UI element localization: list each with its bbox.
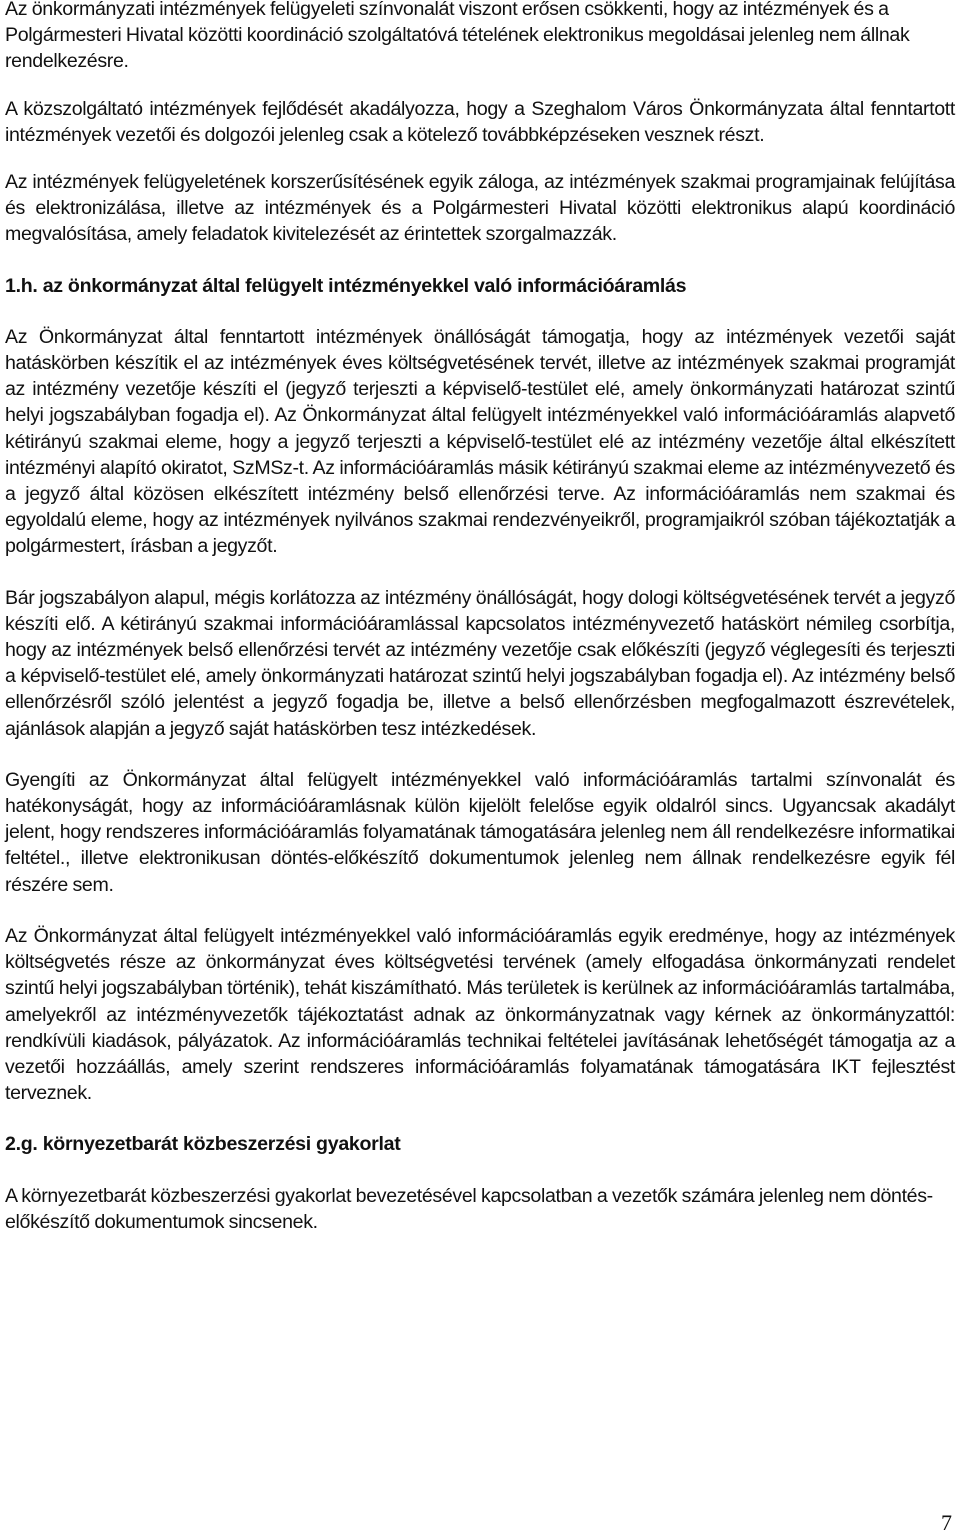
paragraph: Az intézmények felügyeletének korszerűsítésének egyik záloga, az intézmények szakmai programjainak felújítása és elektronizálása, illetve az intézmények és a Polgármesteri Hivatal közötti elektronikus alapú koordináció megvalósítása, amely feladatok kivitelezését az érintettek szorgalmazzák.: [5, 171, 955, 246]
paragraph: Gyengíti az Önkormányzat által felügyelt intézményekkel való információáramlás tartalmi színvonalát és hatékonyságát, hogy az információáramlásnak külön kijelölt felelőse egyik oldalról sincs. Ugyancsak akadályt jelent, hogy rendszeres információáramlás folyamatának támogatására jelenleg nem áll rendelkezésre informatikai feltétel., illetve elektronikusan döntés-előkészítő dokumentumok jelenleg nem állnak rendelkezésre egyik fél részére sem.: [5, 768, 955, 896]
paragraph: Az önkormányzati intézmények felügyeleti színvonalát viszont erősen csökkenti, hogy az intézmények és a Polgármesteri Hivatal közötti koordináció szolgáltatóvá tételének elektronikus megoldásai jelenleg nem állnak rendelkezésre.: [5, 0, 910, 73]
paragraph: Bár jogszabályon alapul, mégis korlátozza az intézmény önállóságát, hogy dologi költségvetésének tervét a jegyző készíti elő. A kétirányú szakmai információáramlással kapcsolatos intézményvezető hatáskört némileg csorbítja, hogy az intézmények belső ellenőrzési tervét az intézmény vezetője csak előkészíti (jegyző véglegesíti és terjeszti a képviselő-testület elé, amely önkormányzati határozat szintű helyi jogszabályban fogadja el). Az intézmény belső ellenőrzésről szóló jelentést a jegyző fogadja be, illetve a belső ellenőrzésben megfogalmazott észrevételek, ajánlások alapján a jegyző saját hatáskörben tesz intézkedések.: [5, 586, 955, 740]
section-heading: 1.h. az önkormányzat által felügyelt intézményekkel való információáramlás: [5, 274, 687, 297]
paragraph: A közszolgáltató intézmények fejlődését akadályozza, hogy a Szeghalom Város Önkormányzata által fenntartott intézmények vezetői és dolgozói jelenleg csak a kötelező továbbképzéseken vesznek részt.: [5, 97, 955, 146]
document-page: [5, 0, 955, 1235]
paragraph: Az Önkormányzat által fenntartott intézmények önállóságát támogatja, hogy az intézmények vezetői saját hatáskörben készítik el az intézmények éves költségvetésének tervét, illetve az intézmények szakmai programját az intézmény vezetője készíti el (jegyző terjeszti a képviselő-testület elé, amely önkormányzati határozat szintű helyi jogszabályban fogadja el). Az Önkormányzat által felügyelt intézményekkel való információáramlás alapvető kétirányú szakmai eleme, hogy a jegyző terjeszti a képviselő-testület elé az intézmény vezetője által elkészített intézményi alapító okiratot, SzMSz-t. Az információáramlás másik kétirányú szakmai eleme az intézményvezető és a jegyző által közösen elkészített intézmény belső ellenőrzési terve. Az információáramlás nem szakmai és egyoldalú eleme, hogy az intézmények nyilvános szakmai rendezvényeikről, programjaikról szóban tájékoztatják a polgármestert, írásban a jegyzőt.: [5, 325, 955, 558]
section-heading: 2.g. környezetbarát közbeszerzési gyakorlat: [5, 1133, 401, 1156]
paragraph: Az Önkormányzat által felügyelt intézményekkel való információáramlás egyik eredménye, hogy az intézmények költségvetés része az önkormányzat éves költségvetési tervének (amely elfogadása önkormányzati rendelet szintű helyi jogszabályban történik), tehát kiszámítható. Más területek is kerülnek az információáramlás tartalmába, amelyekről az intézményvezetők tájékoztatást adnak az önkormányzatnak vagy kérnek az önkormányzattól: rendkívüli kiadások, pályázatok. Az információáramlás technikai feltételei javításának lehetőségét támogatja az a vezetői hozzáállás, amely szerint rendszeres információáramlás folyamatának támogatására IKT fejlesztést terveznek.: [5, 924, 955, 1105]
page-number: 7: [941, 1510, 952, 1535]
paragraph: A környezetbarát közbeszerzési gyakorlat bevezetésével kapcsolatban a vezetők számára jelenleg nem döntés-előkészítő dokumentumok sincsenek.: [5, 1184, 933, 1233]
